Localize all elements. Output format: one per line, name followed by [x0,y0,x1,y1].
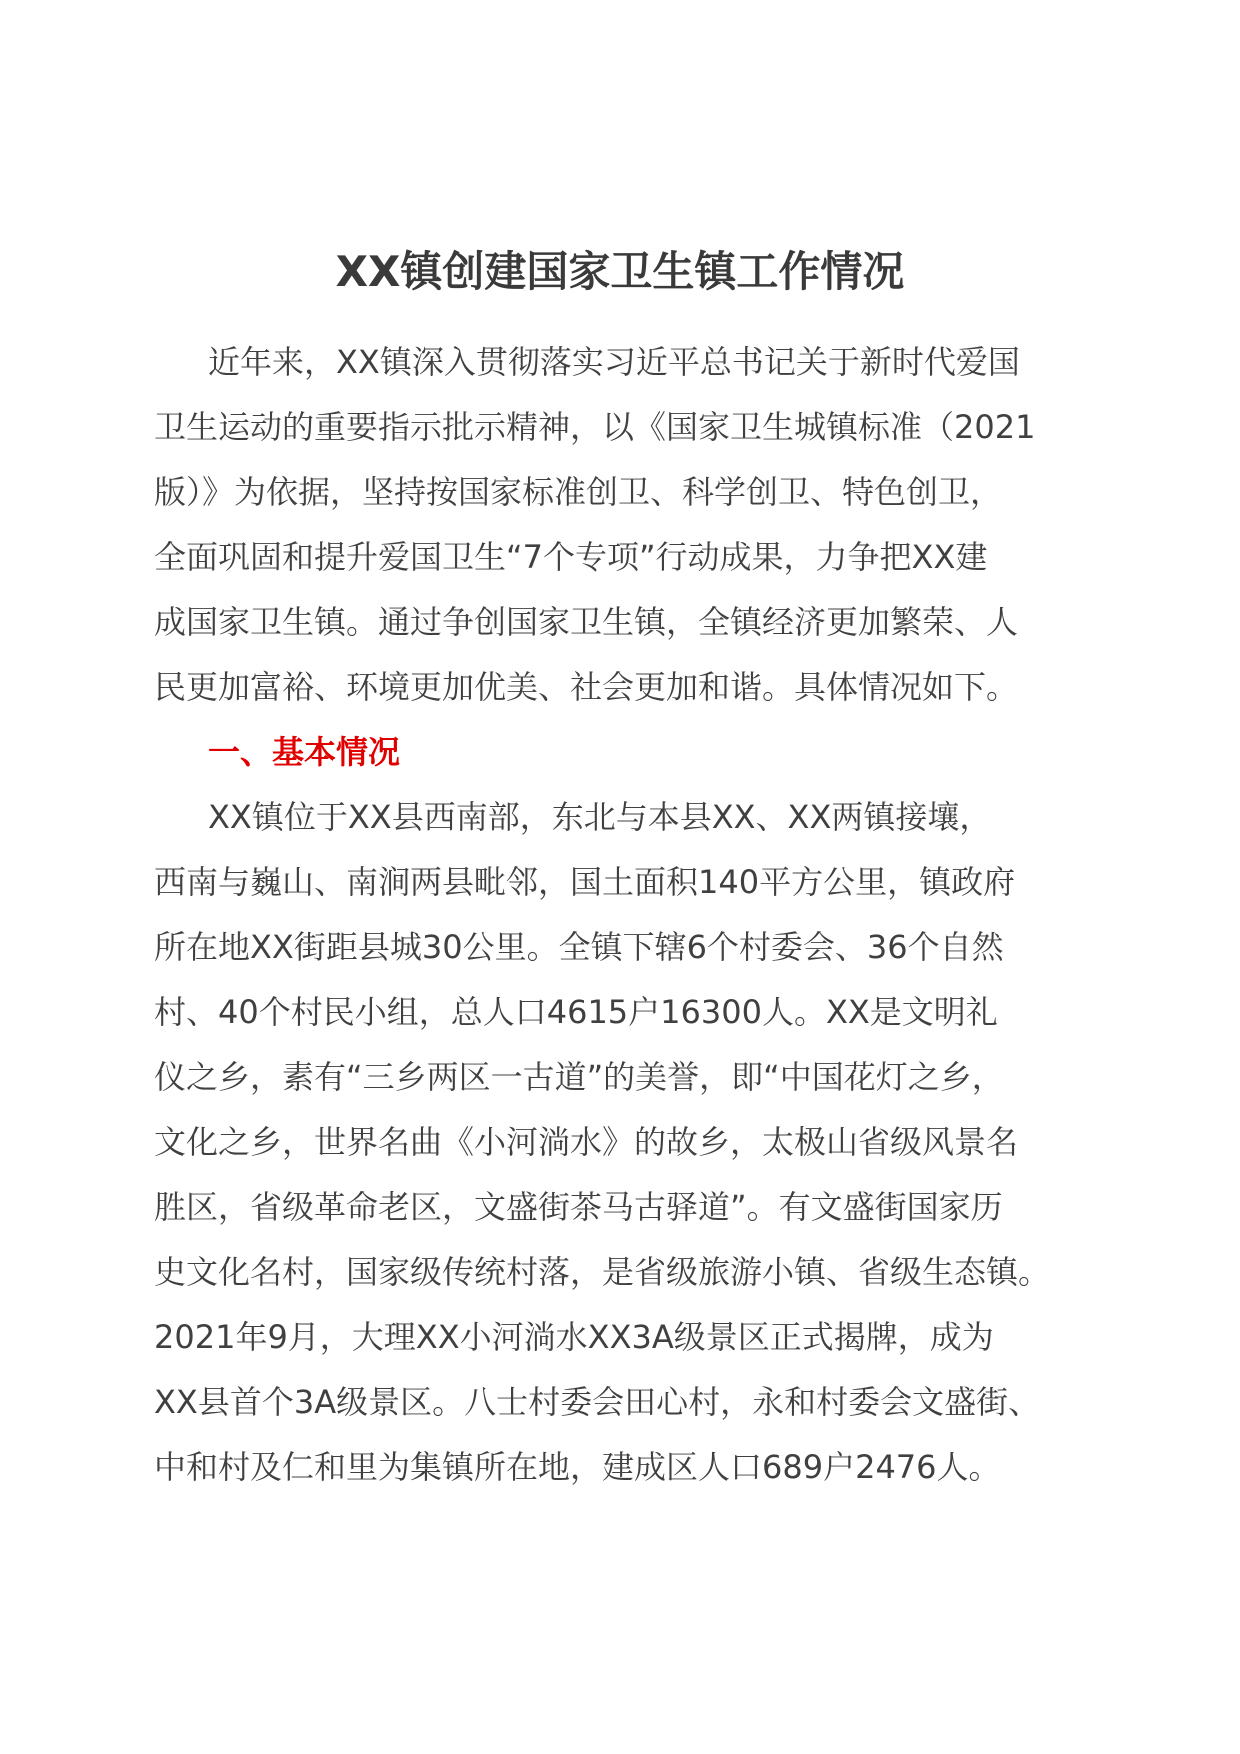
paragraph-line: 史文化名村，国家级传统村落，是省级旅游小镇、省级生态镇。 [154,1253,1051,1291]
paragraph-line: 民更加富裕、环境更加优美、社会更加和谐。具体情况如下。 [154,668,1019,706]
document-title: XX镇创建国家卫生镇工作情况 [335,247,905,296]
paragraph-line: 成国家卫生镇。通过争创国家卫生镇，全镇经济更加繁荣、人 [154,603,1019,641]
paragraph-line: 西南与巍山、南涧两县毗邻，国土面积140平方公里，镇政府 [154,863,1016,901]
paragraph-line: 所在地XX街距县城30公里。全镇下辖6个村委会、36个自然 [154,928,1004,966]
section-paragraph [154,785,1094,1500]
paragraph-line: 版）》为依据，坚持按国家标准创卫、科学创卫、特色创卫， [154,473,1003,511]
paragraph-line: 全面巩固和提升爱国卫生“7个专项”行动成果，力争把XX建 [154,538,988,576]
paragraph-line: 2021年9月，大理XX小河淌水XX3A级景区正式揭牌，成为 [154,1318,994,1356]
paragraph-line: XX县首个3A级景区。八士村委会田心村，永和村委会文盛街、 [154,1383,1041,1421]
paragraph-line: 胜区，省级革命老区，文盛街茶马古驿道”。有文盛街国家历 [154,1188,1003,1226]
paragraph-line: 仪之乡，素有“三乡两区一古道”的美誉，即“中国花灯之乡， [154,1058,1004,1096]
paragraph-line: 村、40个村民小组，总人口4615户16300人。XX是文明礼 [154,993,998,1031]
paragraph-line: 卫生运动的重要指示批示精神，以《国家卫生城镇标准（2021 [154,408,1036,446]
intro-paragraph [154,330,1094,720]
section-heading: 一、基本情况 [208,733,401,771]
paragraph-line: 近年来，XX镇深入贯彻落实习近平总书记关于新时代爱国 [208,343,1020,381]
paragraph-line: 中和村及仁和里为集镇所在地，建成区人口689户2476人。 [154,1448,1001,1486]
paragraph-line: XX镇位于XX县西南部，东北与本县XX、XX两镇接壤， [208,798,992,836]
paragraph-line: 文化之乡，世界名曲《小河淌水》的故乡，太极山省级风景名 [154,1123,1019,1161]
